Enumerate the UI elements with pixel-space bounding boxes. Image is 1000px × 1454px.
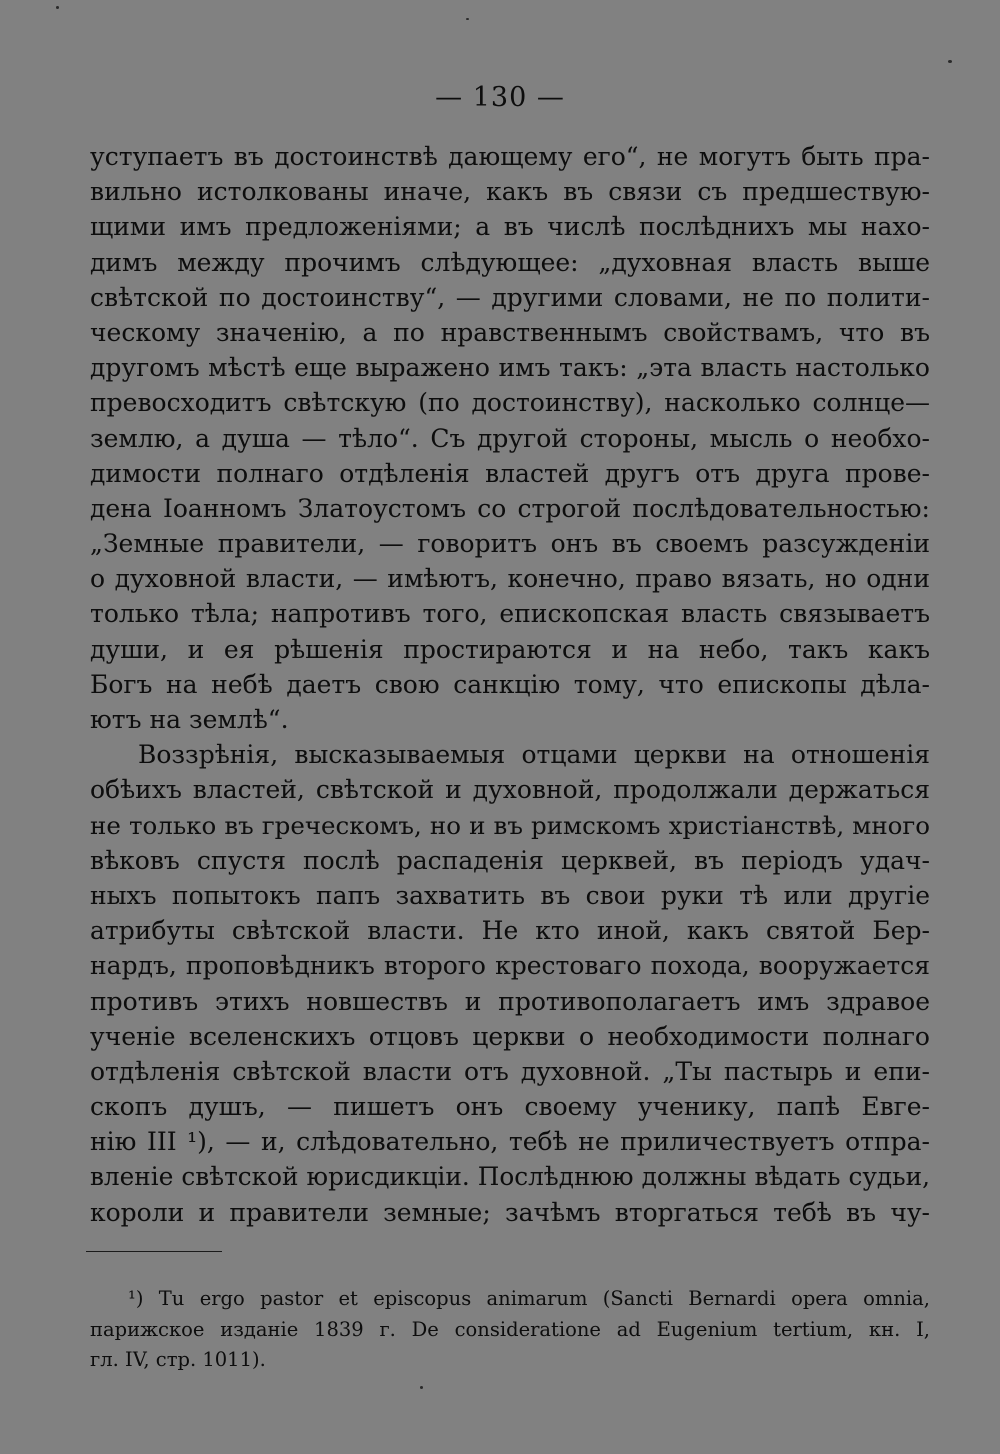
text-line: уступаетъ въ достоинствѣ дающему его“, не могутъ быть пра-	[90, 142, 930, 171]
footnote-line: ¹) Tu ergo pastor et episcopus animarum (Sancti Bernardi opera omnia,	[128, 1287, 930, 1310]
footnote-line: гл. IV, стр. 1011).	[90, 1348, 266, 1371]
paragraph-start-line: Воззрѣнія, высказываемыя отцами церкви на отношенія	[138, 740, 930, 770]
text-line: о духовной власти, — имѣютъ, конечно, право вязать, но одни	[90, 564, 930, 594]
text-line: атрибуты свѣтской власти. Не кто иной, какъ святой Бер-	[90, 916, 930, 946]
text-line: обѣихъ властей, свѣтской и духовной, продолжали держаться	[90, 775, 930, 805]
text-line: „Земные правители, — говоритъ онъ въ своемъ разсужденіи	[90, 529, 930, 559]
text-line: ютъ на землѣ“.	[90, 705, 289, 734]
text-line: отдѣленія свѣтской власти отъ духовной. „Ты пастырь и епи-	[90, 1056, 930, 1086]
text-line: свѣтской по достоинству“, — другими словами, не по полити-	[90, 282, 930, 312]
scan-speck	[948, 60, 952, 63]
text-line: не только въ греческомъ, но и въ римскомъ христіанствѣ, много	[90, 810, 930, 840]
footnote-line: парижское изданіе 1839 г. De consideratione ad Eugenium tertium, кн. I,	[90, 1317, 930, 1341]
text-line: короли и правители земные; зачѣмъ вторгаться тебѣ въ чу-	[90, 1197, 930, 1227]
text-line: ныхъ попытокъ папъ захватить въ свои руки тѣ или другіе	[90, 880, 930, 910]
text-line: скопъ душъ, — пишетъ онъ своему ученику, папѣ Евге-	[90, 1092, 930, 1122]
text-line: землю, а душа — тѣло“. Съ другой стороны, мысль о необхо-	[90, 423, 930, 453]
scan-speck	[466, 18, 469, 20]
page-number: — 130 —	[435, 82, 565, 113]
text-line: щими имъ предложеніями; а въ числѣ послѣднихъ мы нахо-	[90, 212, 930, 242]
footnotes	[90, 1284, 930, 1376]
text-line: нардъ, проповѣдникъ второго крестоваго похода, вооружается	[90, 951, 930, 981]
body-text	[90, 139, 930, 1230]
text-line: души, и ея рѣшенія простираются и на небо, такъ какъ	[90, 634, 930, 664]
text-line: вѣковъ спустя послѣ распаденія церквей, въ періодъ удач-	[90, 845, 930, 875]
text-line: другомъ мѣстѣ еще выражено имъ такъ: „эта власть настолько	[90, 353, 930, 383]
text-line: ученіе вселенскихъ отцовъ церкви о необходимости полнаго	[90, 1021, 930, 1051]
scan-speck	[56, 6, 59, 9]
text-line: превосходитъ свѣтскую (по достоинству), насколько солнце—	[90, 388, 930, 418]
footnote-divider	[86, 1251, 222, 1252]
text-line: димости полнаго отдѣленія властей другъ отъ друга прове-	[90, 458, 930, 488]
text-line: вленіе свѣтской юрисдикціи. Послѣднюю должны вѣдать судьи,	[90, 1162, 930, 1192]
text-line: нію III ¹), — и, слѣдовательно, тебѣ не приличествуетъ отпра-	[90, 1127, 930, 1157]
text-line: противъ этихъ новшествъ и противополагаетъ имъ здравое	[90, 986, 930, 1016]
text-line: Богъ на небѣ даетъ свою санкцію тому, что епископы дѣла-	[90, 669, 930, 699]
text-line: дена Іоанномъ Златоустомъ со строгой послѣдовательностью:	[90, 493, 930, 523]
text-line: димъ между прочимъ слѣдующее: „духовная власть выше	[90, 247, 930, 277]
text-line: ческому значенію, а по нравственнымъ свойствамъ, что въ	[90, 317, 930, 347]
text-line: только тѣла; напротивъ того, епископская власть связываетъ	[90, 599, 930, 629]
scan-speck	[420, 1386, 423, 1389]
text-line: вильно истолкованы иначе, какъ въ связи съ предшествую-	[90, 177, 930, 207]
